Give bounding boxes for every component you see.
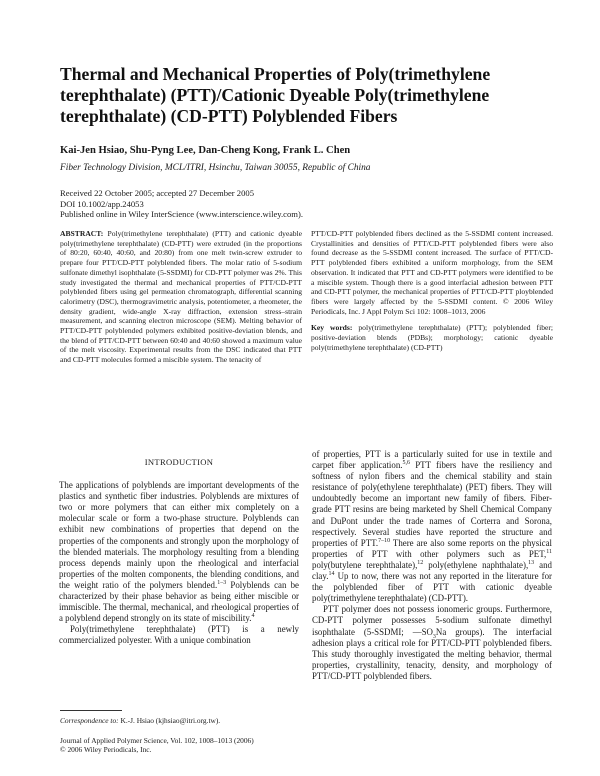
text-run: Na groups). The interfacial adhesion plays a critical role for PTT/CD-PTT polyblended fibers. This study thoroughly investigated the melting behavior, thermal properties, crystallinity, tenacity, density, and morphology of PTT/CD-PTT polyblended fibers. — [312, 626, 553, 681]
copyright: © 2006 Wiley Periodicals, Inc. — [60, 745, 152, 754]
citation: 4 — [251, 613, 255, 620]
subscript: 3 — [432, 633, 436, 640]
abstract-body: Poly(trimethylene terephthalate) (PTT) and cationic dyeable poly(trimethylene terephthalate) (CD-PTT) were extruded (in the proportions of 80:20, 60:40, 40:60, and 20:80) from one melt twin-screw extruder to prepare four PTT/CD-PTT polyblended fibers. The molar ratio of 5-sodium sulfonate dimethyl isophthalate (5-SSDMI) for CD-PTT polymer was 2%. This study investigated the thermal and mechanical properties of PTT/CD-PTT polyblended fibers using gel permeation chromatograph, differential scanning calorimetry (DSC), thermogravimetric analysis, potentiometer, a rheometer, the density gradient, wide-angle X-ray diffraction, extension stress–strain measurement, and scanning electron microscope (SEM). Melting behavior of PTT/CD-PTT polyblended polymers exhibited positive-deviation blends, and the blend of PTT/CD-PTT between 60:40 and 40:60 showed a maximum value of the melt viscosity. Experimental results from the DSC indicated that PTT and CD-PTT molecules formed a miscible system. The tenacity of — [60, 229, 302, 365]
text-run: The applications of polyblends are important developments of the plastics and synthetic fiber industries. Polyblends are mixtures of two or more polymers that can either mix completely on a molecular scale or form a two-phase structure. Polyblends can exhibit new combinations of properties that depend on the properties of the components and strongly upon the morphology of the blended materials. The morphology resulting from a blending process depends mainly upon the rheological and interfacial properties of the molten components, the blending conditions, and the weight ratio of the polymers blended. — [59, 480, 299, 590]
abstract-text — [60, 229, 302, 365]
paragraph — [312, 449, 552, 604]
abstract-right-column — [311, 229, 553, 352]
footnote-divider — [60, 710, 122, 711]
title-line: Thermal and Mechanical Properties of Poly(trimethylene — [60, 64, 491, 84]
author-list: Kai-Jen Hsiao, Shu-Pyng Lee, Dan-Cheng Kong, Frank L. Chen — [60, 145, 351, 156]
published-online: Published online in Wiley InterScience (www.interscience.wiley.com). — [60, 209, 303, 220]
journal-info — [60, 736, 320, 754]
footnote-label: Correspondence to: — [60, 716, 119, 725]
body-left-column — [59, 449, 299, 647]
text-run: PTT polymer does not possess ionomeric groups. Furthermore, CD-PTT polymer possesses 5-sodium sulfonate dimethyl isophthalate (5-SSDMI; —SO — [312, 604, 552, 637]
text-run: Polyblends can be characterized by their phase behavior as being either miscible or immiscible. The thermal, mechanical, and rheological properties of a polyblend depend strongly on its state of miscibility. — [59, 579, 299, 624]
doi: DOI 10.1002/app.24053 — [60, 198, 144, 209]
received-date: Received 22 October 2005; accepted 27 December 2005 — [60, 188, 254, 198]
body-right-column — [312, 449, 552, 682]
abstract-label: ABSTRACT: — [60, 229, 104, 238]
abstract-left-column — [60, 229, 302, 365]
text-run: There are also some reports on the physical properties of PTT with other polymers such as PET, — [312, 537, 552, 559]
title-line: terephthalate) (PTT)/Cationic Dyeable Poly(trimethylene — [60, 85, 490, 105]
text-run: Up to now, there was not any reported in the literature for the polyblended fiber of PTT with cationic dyeable poly(trimethylene terephthalate) (CD-PTT). — [312, 571, 552, 604]
text-run: PTT fibers have the resiliency and softness of nylon fibers and the chemical stability and stain resistance of poly(ethylene terephthalate) (PET) fibers. They will undoubtedly become an important new family of fibers. Fiber-grade PTT resins are being marketed by Shell Chemical Company and DuPont under the trade names of Corterra and Sorona, respectively. Several studies have reported the structure and properties of PTT. — [312, 460, 552, 548]
section-heading: INTRODUCTION — [144, 457, 214, 467]
footnote-text: K.-J. Hsiao (kjhsiao@itri.org.tw). — [120, 716, 221, 725]
paragraph — [312, 604, 552, 682]
keywords-text: poly(trimethylene terephthalate) (PTT); polyblended fiber; positive-deviation blends (PDBs); morphology; cationic dyeable poly(trimethylene terephthalate) (CD-PTT) — [311, 323, 554, 352]
affiliation: Fiber Technology Division, MCL/ITRI, Hsinchu, Taiwan 30055, Republic of China — [60, 163, 371, 173]
paragraph: Poly(trimethylene terephthalate) (PTT) is a newly commercialized polyester. With a unique combination — [59, 624, 299, 646]
text-run: and clay. — [312, 559, 552, 582]
citation: 5,6 — [402, 460, 410, 467]
correspondence-footnote — [60, 716, 300, 725]
text-run: of properties, PTT is a particularly suited for use in textile and carpet fiber application. — [312, 449, 552, 471]
journal-citation: Journal of Applied Polymer Science, Vol. 102, 1008–1013 (2006) — [60, 736, 254, 745]
citation: 1–3 — [217, 579, 227, 586]
text-run: poly(ethylene naphthalate), — [423, 559, 529, 570]
citation: 11 — [546, 548, 552, 555]
text-run: poly(butylene terephthalate), — [312, 559, 418, 570]
paper-title — [60, 64, 560, 127]
paragraph — [59, 480, 299, 624]
citation: 14 — [328, 571, 335, 578]
citation: 13 — [528, 559, 535, 566]
keywords-label: Key words: — [311, 323, 353, 333]
publication-dates — [60, 188, 560, 220]
abstract-continued: PTT/CD-PTT polyblended fibers declined as the 5-SSDMI content increased. Crystallinities and densities of PTT/CD-PTT polyblended fibers were also found decrease as the 5-SSDMI content increased. The surface of PTT/CD-PTT polyblended fibers exhibited a uniform morphology, from the SEM observation. It indicated that PTT and CD-PTT polymers were identified to be a miscible system. Though there is a good interfacial adhesion between PTT and CD-PTT polymer, the mechanical properties of PTT/CD-PTT ployblended fibers were largely affected by the 5-SSDMI content. © 2006 Wiley Periodicals, Inc. J Appl Polym Sci 102: 1008–1013, 2006 — [311, 229, 553, 316]
keywords — [311, 323, 553, 352]
citation: 12 — [417, 559, 424, 566]
title-line: terephthalate) (CD-PTT) Polyblended Fibers — [60, 106, 398, 126]
citation: 7–10 — [378, 537, 391, 544]
